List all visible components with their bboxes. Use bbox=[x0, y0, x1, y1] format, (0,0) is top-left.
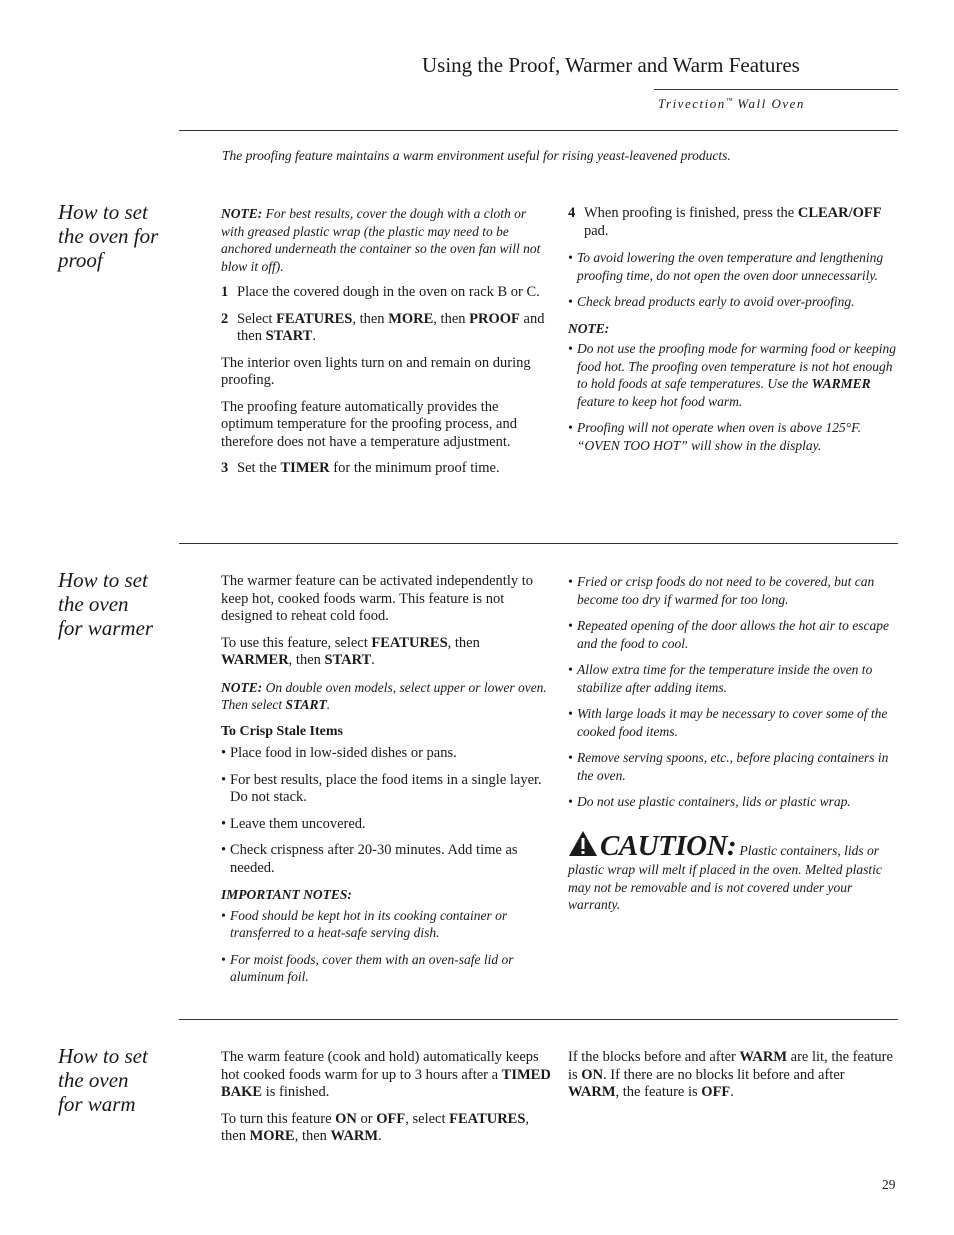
warm-column-right bbox=[568, 1049, 898, 1111]
proof-note2-label: NOTE: bbox=[568, 320, 610, 336]
caution-label: CAUTION: bbox=[600, 829, 737, 862]
section-divider bbox=[179, 1019, 898, 1020]
warmer-column-left bbox=[221, 573, 551, 995]
warm-status-text: If the blocks before and after WARM are lit, the feature is ON. If there are no blocks lit before and after WARM, the feature is OFF. bbox=[568, 1049, 893, 1100]
proof-note2-item: • Do not use the proofing mode for warming food or keeping food hot. The proofing oven temperature is not hot enough to hold foods at safe temperatures. Use the WARMER feature to keep hot food warm. bbox=[568, 341, 896, 409]
proof-section-heading: How to set the oven for proof bbox=[58, 200, 159, 272]
proof-note2-item: • Proofing will not operate when oven is above 125°F. “OVEN TOO HOT” will show in the display. bbox=[568, 420, 861, 453]
proof-para-temperature: The proofing feature automatically provides the optimum temperature for the proofing process, and therefore does not have a temperature adjustment. bbox=[221, 398, 517, 450]
warm-intro: The warm feature (cook and hold) automatically keeps hot cooked foods warm for up to 3 hours after a TIMED BAKE is finished. bbox=[221, 1049, 551, 1100]
warmer-column-right bbox=[568, 573, 898, 914]
proof-step-1: 1 Place the covered dough in the oven on rack B or C. bbox=[221, 284, 540, 300]
warmer-tip: • Fried or crisp foods do not need to be covered, but can become too dry if warmed for too long. bbox=[568, 574, 875, 607]
warm-column-left bbox=[221, 1049, 551, 1155]
crisp-item: • Leave them uncovered. bbox=[221, 815, 366, 832]
product-subtitle: Trivection™ Wall Oven bbox=[658, 96, 805, 111]
warm-usage: To turn this feature ON or OFF, select FEATURES, then MORE, then WARM. bbox=[221, 1110, 530, 1144]
crisp-item: • For best results, place the food items in a single layer. Do not stack. bbox=[221, 771, 542, 805]
warmer-tip: • Remove serving spoons, etc., before placing containers in the oven. bbox=[568, 750, 889, 783]
warmer-tip: • With large loads it may be necessary to cover some of the cooked food items. bbox=[568, 706, 888, 739]
warmer-tip: • Repeated opening of the door allows the hot air to escape and the food to cool. bbox=[568, 618, 889, 651]
section-divider bbox=[179, 130, 898, 131]
crisp-item: • Place food in low-sided dishes or pans. bbox=[221, 745, 457, 761]
proof-para-lights: The interior oven lights turn on and remain on during proofing. bbox=[221, 354, 531, 388]
warning-triangle-icon bbox=[568, 830, 598, 862]
warmer-section-heading: How to set the oven for warmer bbox=[58, 568, 154, 640]
header-rule bbox=[654, 89, 898, 90]
proof-column-left bbox=[221, 205, 551, 487]
proof-column-right bbox=[568, 205, 898, 463]
caution-text: Plastic containers, lids or plastic wrap will melt if placed in the oven. Melted plastic may not be removable and is not covered under your warranty. bbox=[568, 842, 882, 912]
warm-section-heading: How to set the oven for warm bbox=[58, 1044, 148, 1116]
proof-tip: • Check bread products early to avoid over-proofing. bbox=[568, 294, 855, 309]
intro-text: The proofing feature maintains a warm environment useful for rising yeast-leavened products. bbox=[222, 148, 731, 163]
warmer-intro: The warmer feature can be activated independently to keep hot, cooked foods warm. This feature is not designed to reheat cold food. bbox=[221, 573, 533, 624]
caution-block bbox=[568, 830, 898, 914]
crisp-heading: To Crisp Stale Items bbox=[221, 723, 343, 739]
crisp-item: • Check crispness after 20-30 minutes. Add time as needed. bbox=[221, 842, 518, 876]
proof-note: NOTE: For best results, cover the dough with a cloth or with greased plastic wrap (the plastic may need to be anchored underneath the container so the oven fan will not blow it off). bbox=[221, 206, 541, 274]
section-divider bbox=[179, 543, 898, 544]
warmer-note: NOTE: On double oven models, select upper or lower oven. Then select START. bbox=[221, 679, 547, 712]
important-note-item: • Food should be kept hot in its cooking container or transferred to a heat-safe serving dish. bbox=[221, 907, 508, 940]
proof-tip: • To avoid lowering the oven temperature and lengthening proofing time, do not open the oven door unnecessarily. bbox=[568, 250, 884, 283]
proof-step-2: 2 Select FEATURES, then MORE, then PROOF and then START. bbox=[221, 310, 545, 344]
proof-step-3: 3 Set the TIMER for the minimum proof time. bbox=[221, 460, 500, 476]
important-notes-label: IMPORTANT NOTES: bbox=[221, 887, 352, 902]
warmer-tip: • Allow extra time for the temperature inside the oven to stabilize after adding items. bbox=[568, 662, 873, 695]
page-number: 29 bbox=[882, 1177, 896, 1192]
warmer-usage: To use this feature, select FEATURES, then WARMER, then START. bbox=[221, 634, 480, 668]
trademark-symbol: ™ bbox=[725, 96, 733, 105]
important-note-item: • For moist foods, cover them with an oven-safe lid or aluminum foil. bbox=[221, 951, 514, 984]
page-title: Using the Proof, Warmer and Warm Features bbox=[422, 53, 800, 77]
warmer-tip: • Do not use plastic containers, lids or plastic wrap. bbox=[568, 794, 851, 809]
proof-step-4: 4 When proofing is finished, press the CLEAR/OFF pad. bbox=[568, 205, 882, 239]
